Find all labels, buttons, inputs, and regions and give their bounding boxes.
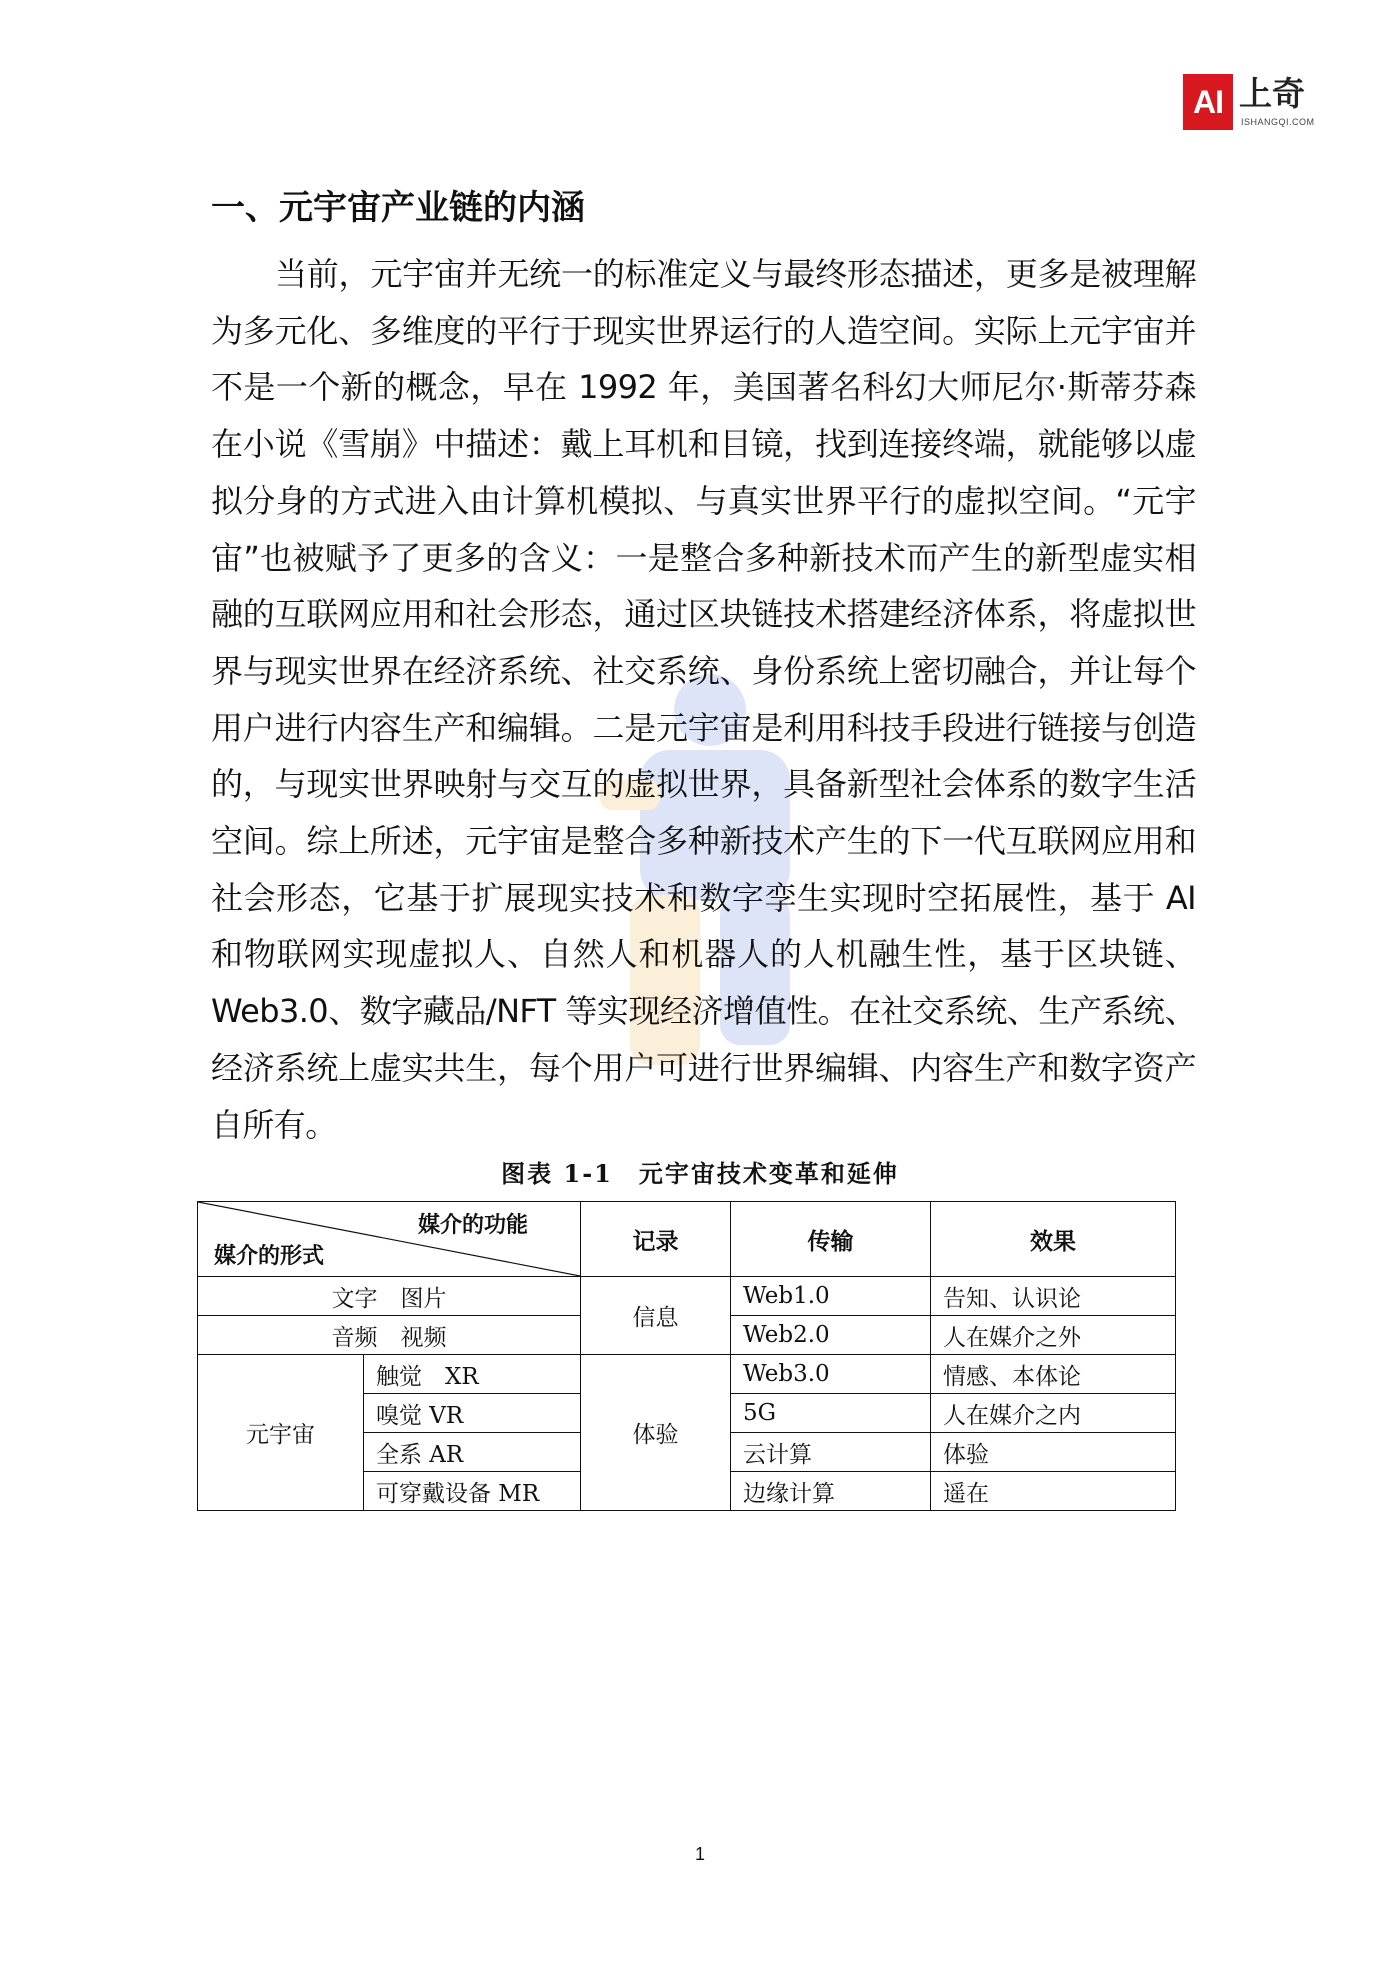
page-number: 1 [694,1844,705,1864]
company-logo [1183,74,1331,132]
header-effect: 效果 [931,1202,1176,1277]
transmit-cell: 边缘计算 [731,1472,931,1511]
form-cell: 文字 图片 [198,1277,581,1316]
header-media-function: 媒介的功能 [417,1212,528,1238]
transmit-cell: 云计算 [731,1433,931,1472]
table-header-row [198,1202,1176,1277]
transmit-cell: Web3.0 [731,1355,931,1394]
record-cell-experience: 体验 [581,1355,731,1511]
form-cell: 触觉 XR [364,1355,581,1394]
form-cell: 全系 AR [364,1433,581,1472]
metaverse-group-cell: 元宇宙 [198,1355,364,1511]
header-record: 记录 [581,1202,731,1277]
form-cell: 可穿戴设备 MR [364,1472,581,1511]
transmit-cell: Web1.0 [731,1277,931,1316]
effect-cell: 遥在 [931,1472,1176,1511]
table-caption: 图表 1-1 元宇宙技术变革和延伸 [501,1159,899,1188]
transmit-cell: Web2.0 [731,1316,931,1355]
effect-cell: 体验 [931,1433,1176,1472]
logo-name: 上奇 [1239,74,1305,113]
body-paragraph: 当前，元宇宙并无统一的标准定义与最终形态描述，更多是被理解为多元化、多维度的平行于现实世界运行的人造空间。实际上元宇宙并不是一个新的概念，早在 1992 年，美国著名科幻大师尼尔·斯蒂芬森在小说《雪崩》中描述：戴上耳机和目镜，找到连接终端，就能够以虚拟分身的方式进入由计算机模拟、与真实世界平行的虚拟空间。“元宇宙”也被赋予了更多的含义：一是整合多种新技术而产生的新型虚实相融的互联网应用和社会形态，通过区块链技术搭建经济体系，将虚拟世界与现实世界在经济系统、社交系统、身份系统上密切融合，并让每个用户进行内容生产和编辑。二是元宇宙是利用科技手段进行链接与创造的，与现实世界映射与交互的虚拟世界，具备新型社会体系的数字生活空间。综上所述，元宇宙是整合多种新技术产生的下一代互联网应用和社会形态，它基于扩展现实技术和数字孪生实现时空拓展性，基于 AI 和物联网实现虚拟人、自然人和机器人的人机融生性，基于区块链、Web3.0、数字藏品/NFT 等实现经济增值性。在社交系统、生产系统、经济系统上虚实共生，每个用户可进行世界编辑、内容生产和数字资产自所有。 [211,255,1196,1144]
header-media-form: 媒介的形式 [214,1243,325,1269]
transmit-cell: 5G [731,1394,931,1433]
table-row [198,1277,1176,1316]
form-cell: 音频 视频 [198,1316,581,1355]
effect-cell: 情感、本体论 [931,1355,1176,1394]
record-cell-info: 信息 [581,1277,731,1355]
effect-cell: 人在媒介之内 [931,1394,1176,1433]
logo-mark: AI [1183,74,1233,130]
logo-url-text: ISHANGQI.COM [1241,117,1315,127]
metaverse-table [197,1201,1176,1511]
table-row [198,1355,1176,1394]
effect-cell: 人在媒介之外 [931,1316,1176,1355]
header-transmit: 传输 [731,1202,931,1277]
diagonal-header-cell [198,1202,581,1277]
form-cell: 嗅觉 VR [364,1394,581,1433]
section-title: 一、元宇宙产业链的内涵 [211,188,585,228]
effect-cell: 告知、认识论 [931,1277,1176,1316]
